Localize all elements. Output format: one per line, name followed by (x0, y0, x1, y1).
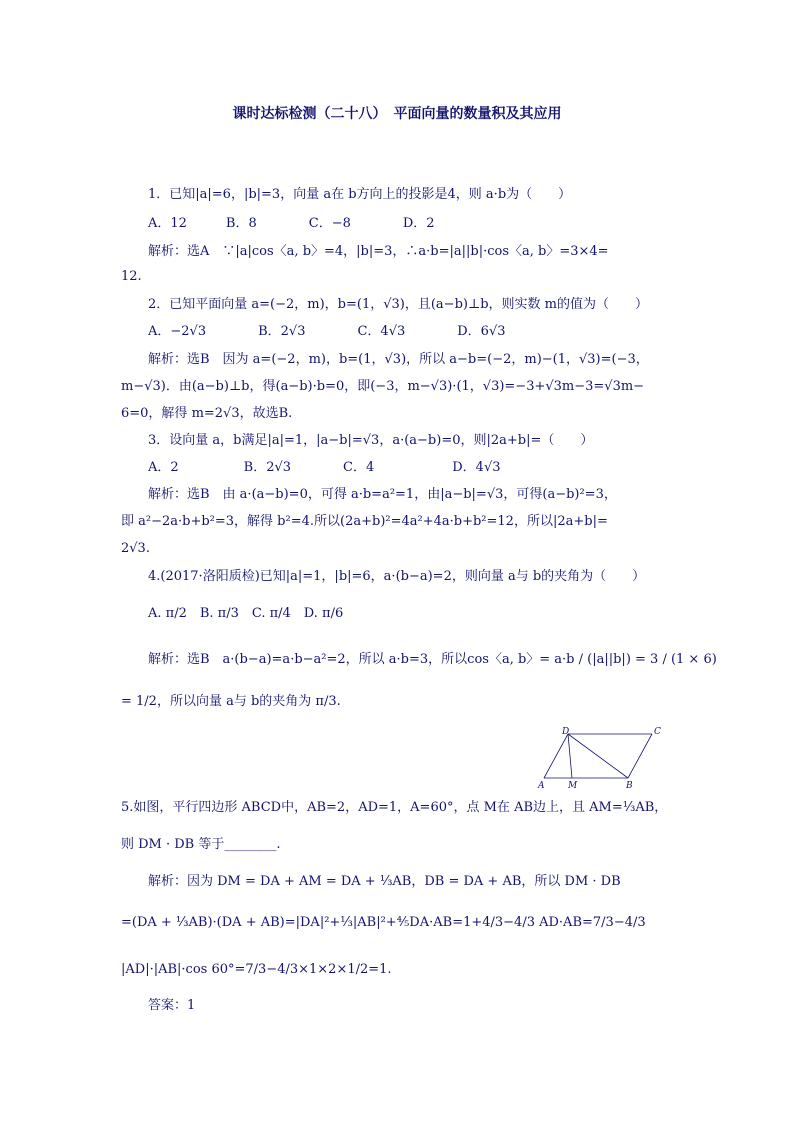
vertex-label-b: B (626, 781, 633, 791)
vertex-label-m: M (568, 781, 578, 791)
q3-solution-line1: 解析：选B 由 a·(a−b)=0，可得 a·b=a²=1，由|a−b|=√3，可得(a−b)²=3， (148, 487, 617, 502)
q5-solution-line1: 解析：因为 DM = DA + AM = DA + ⅓AB，DB = DA + AB，所以 DM · DB (148, 874, 621, 889)
q3-solution-line3: 2√3. (121, 541, 150, 556)
page-title: 课时达标检测（二十八） 平面向量的数量积及其应用 (232, 106, 562, 122)
q1-solution-line2: 12. (121, 269, 142, 284)
parallelogram-figure (536, 726, 666, 792)
vertex-label-c: C (654, 727, 661, 737)
q5-stem-line1: 5.如图，平行四边形 ABCD中，AB=2，AD=1，A=60°，点 M在 AB边上，且 AM=⅓AB， (121, 800, 668, 815)
vertex-label-a: A (538, 781, 545, 791)
q4-solution-line2: = 1/2，所以向量 a与 b的夹角为 π/3. (121, 694, 341, 709)
q4-stem: 4.(2017·洛阳质检)已知|a|=1，|b|=6，a·(b−a)=2，则向量 a与 b的夹角为（ ） (148, 569, 646, 584)
q2-stem: 2．已知平面向量 a=(−2，m)，b=(1，√3)，且(a−b)⊥b，则实数 m的值为（ ） (148, 297, 648, 312)
q5-stem-line2: 则 DM · DB 等于________. (121, 837, 281, 852)
vertex-label-d: D (562, 727, 570, 737)
q1-options: A．12 B．8 C．−8 D．2 (148, 216, 435, 231)
q3-solution-line2: 即 a²−2a·b+b²=3，解得 b²=4.所以(2a+b)²=4a²+4a·b+b²=12，所以|2a+b|= (121, 514, 608, 529)
q4-options: A. π/2 B. π/3 C. π/4 D. π/6 (148, 606, 344, 621)
q2-solution-line3: 6=0，解得 m=2√3，故选B. (121, 406, 293, 421)
q1-solution-line1: 解析：选A ∵|a|cos〈a, b〉=4，|b|=3，∴a·b=|a||b|·cos〈a, b〉=3×4= (148, 244, 609, 259)
q5-solution-line2: =(DA + ⅓AB)·(DA + AB)=|DA|²+⅓|AB|²+⅘DA·AB=1+4/3−4/3 AD·AB=7/3−4/3 (121, 915, 646, 930)
q2-solution-line2: m−√3)．由(a−b)⊥b，得(a−b)·b=0，即(−3，m−√3)·(1，√3)=−3+√3m−3=√3m− (121, 379, 645, 394)
q2-options: A．−2√3 B．2√3 C．4√3 D．6√3 (148, 324, 506, 339)
q3-options: A．2 B．2√3 C．4 D．4√3 (148, 460, 501, 475)
q4-solution-line1: 解析：选B a·(b−a)=a·b−a²=2，所以 a·b=3，所以cos〈a, b〉= a·b / (|a||b|) = 3 / (1 × 6) (148, 652, 717, 667)
q5-solution-line3: |AD|·|AB|·cos 60°=7/3−4/3×1×2×1/2=1. (121, 962, 392, 977)
q1-stem: 1．已知|a|=6，|b|=3，向量 a在 b方向上的投影是4，则 a·b为（ ） (148, 187, 572, 202)
q5-answer: 答案：1 (148, 998, 196, 1013)
q2-solution-line1: 解析：选B 因为 a=(−2，m)，b=(1，√3)，所以 a−b=(−2，m)−(1，√3)=(−3， (148, 352, 649, 367)
q3-stem: 3．设向量 a，b满足|a|=1，|a−b|=√3，a·(a−b)=0，则|2a+b|=（ ） (148, 433, 594, 448)
